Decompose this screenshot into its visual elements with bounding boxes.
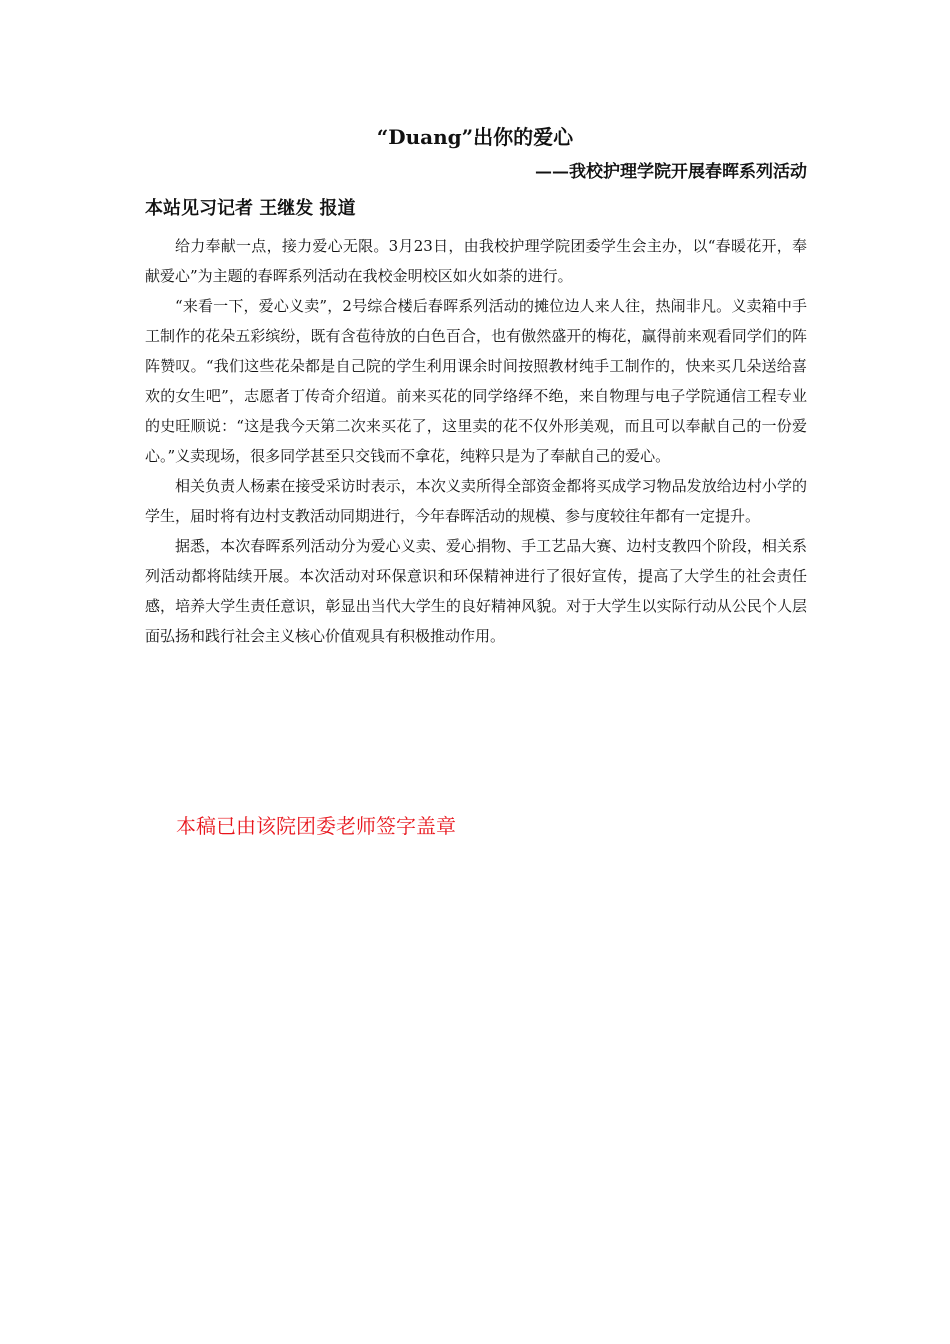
article-title: “Duang”出你的爱心 [376, 125, 574, 149]
article-subtitle: ——我校护理学院开展春晖系列活动 [535, 162, 807, 182]
article-paragraph: 相关负责人杨素在接受采访时表示，本次义卖所得全部资金都将买成学习物品发放给边村小学的学生，届时将有边村支教活动同期进行，今年春晖活动的规模、参与度较往年都有一定提升。 [145, 477, 807, 525]
article-paragraph: 据悉，本次春晖系列活动分为爱心义卖、爱心捐物、手工艺品大赛、边村支教四个阶段，相关系列活动都将陆续开展。本次活动对环保意识和环保精神进行了很好宣传，提高了大学生的社会责任感，培养大学生责任意识，彰显出当代大学生的良好精神风貌。对于大学生以实际行动从公民个人层面弘扬和践行社会主义核心价值观具有积极推动作用。 [145, 537, 807, 645]
article-paragraph: “来看一下，爱心义卖”，2号综合楼后春晖系列活动的摊位边人来人往，热闹非凡。义卖箱中手工制作的花朵五彩缤纷，既有含苞待放的白色百合，也有傲然盛开的梅花，赢得前来观看同学们的阵阵赞叹。“我们这些花朵都是自己院的学生利用课余时间按照教材纯手工制作的，快来买几朵送给喜欢的女生吧”，志愿者丁传奇介绍道。前来买花的同学络绎不绝，来自物理与电子学院通信工程专业的史旺顺说：“这是我今天第二次来买花了，这里卖的花不仅外形美观，而且可以奉献自己的一份爱心。”义卖现场，很多同学甚至只交钱而不拿花，纯粹只是为了奉献自己的爱心。 [145, 297, 807, 465]
article-paragraph: 给力奉献一点，接力爱心无限。3月23日，由我校护理学院团委学生会主办，以“春暖花开，奉献爱心”为主题的春晖系列活动在我校金明校区如火如荼的进行。 [145, 237, 807, 285]
reporter-byline: 本站见习记者 王继发 报道 [145, 198, 356, 219]
article-body [145, 231, 807, 651]
approval-note: 本稿已由该院团委老师签字盖章 [176, 814, 456, 838]
